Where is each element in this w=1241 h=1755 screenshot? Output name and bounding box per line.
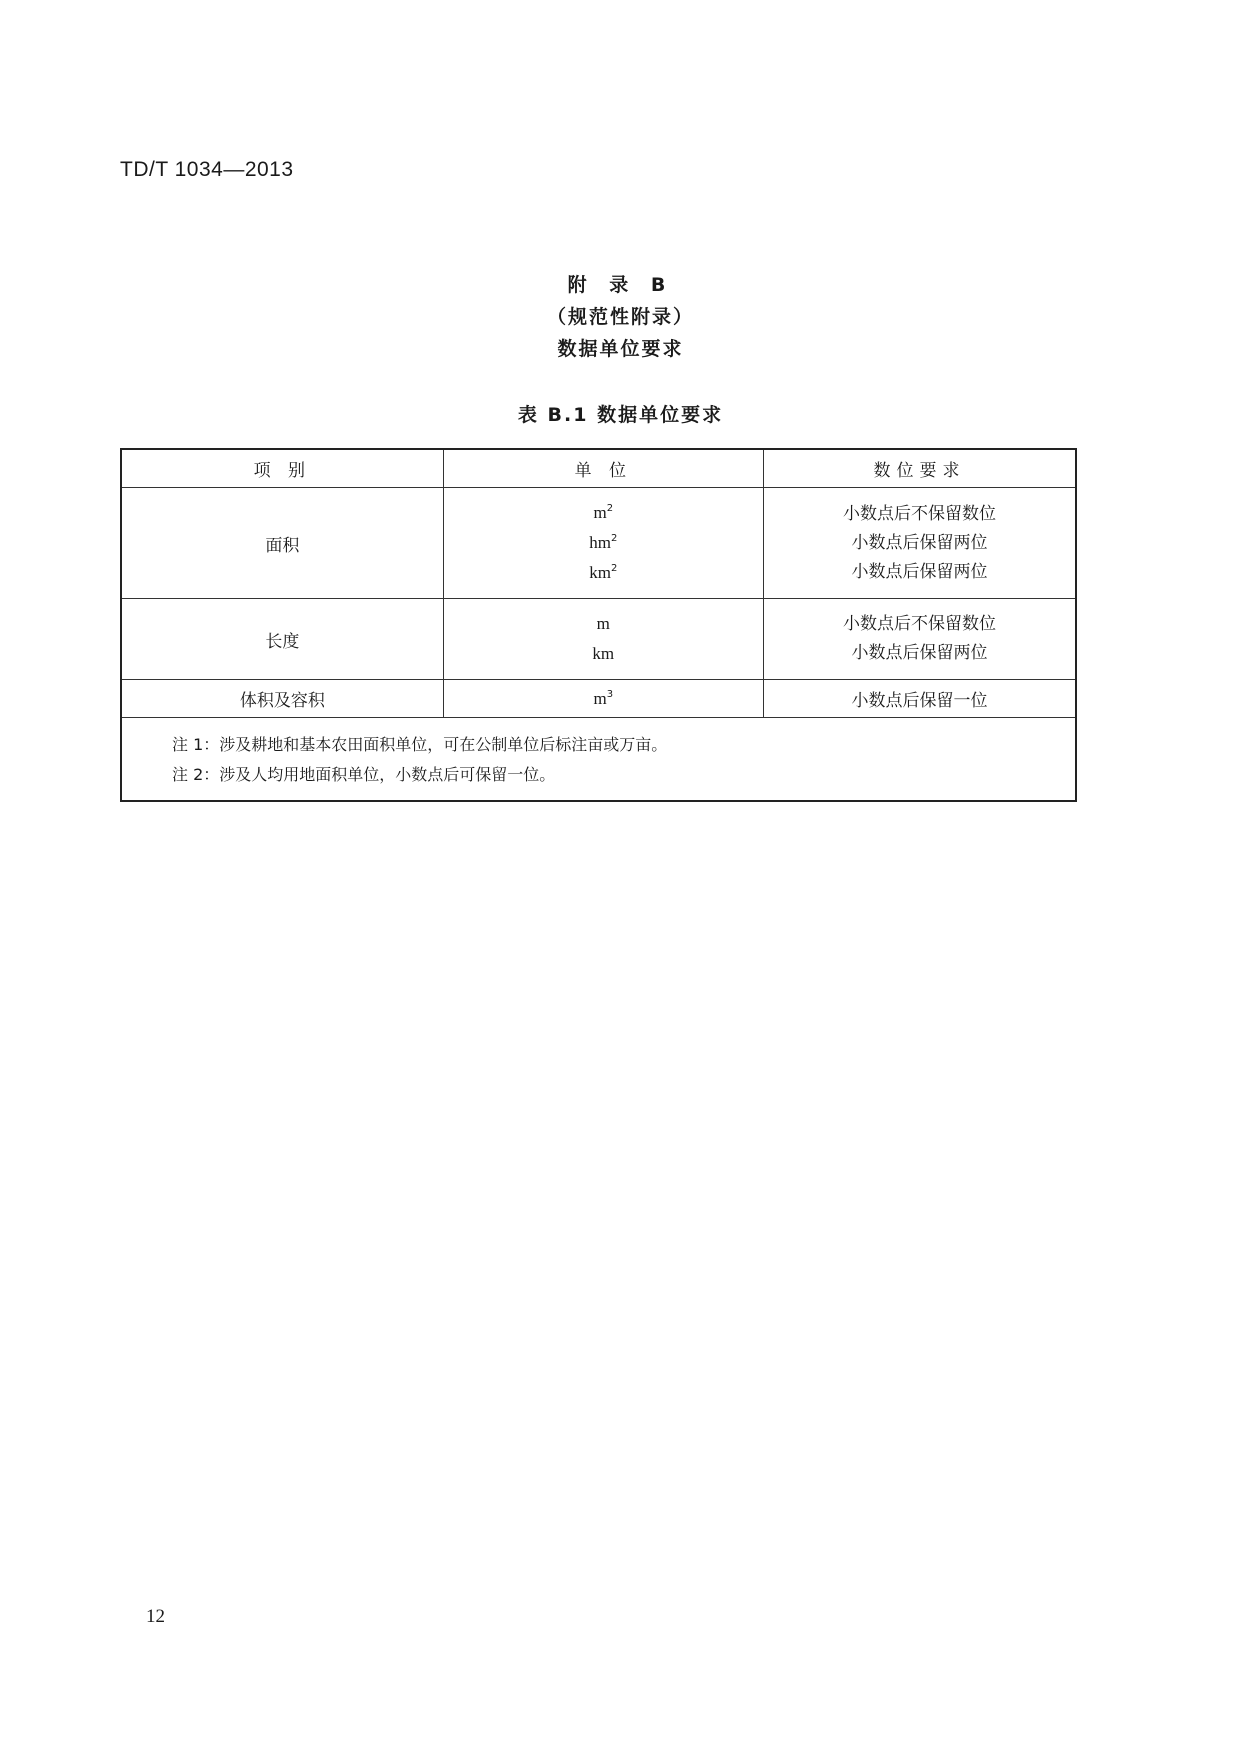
table-row (121, 680, 1076, 718)
notes-row (121, 718, 1076, 802)
unit-value: $hm^2$ (589, 533, 618, 552)
document-code: TD/T 1034—2013 (120, 158, 294, 181)
notes-cell (121, 718, 1076, 802)
requirement-value: 小数点后不保留数位 (842, 503, 996, 524)
requirement-value: 小数点后保留一位 (851, 691, 988, 711)
item-cell: 长度 (121, 599, 443, 680)
requirement-value: 小数点后保留两位 (851, 561, 988, 582)
item-cell: 面积 (121, 488, 443, 599)
unit-cell (443, 488, 763, 599)
unit-value: km (592, 644, 615, 663)
page-number: 12 (146, 1606, 165, 1627)
appendix-title: 数据单位要求 (557, 338, 684, 360)
item-cell: 体积及容积 (121, 680, 443, 718)
unit-cell (443, 599, 763, 680)
header-requirement: 数位要求 (763, 449, 1076, 488)
unit-value: $km^2$ (589, 563, 618, 582)
table-row (121, 488, 1076, 599)
table-row (121, 599, 1076, 680)
appendix-label: 附 录 B (567, 274, 674, 296)
requirement-value: 小数点后保留两位 (851, 643, 988, 663)
requirement-value: 小数点后保留两位 (851, 532, 988, 553)
table-note: 注 2：涉及人均用地面积单位，小数点后可保留一位。 (172, 765, 556, 784)
unit-value: m (596, 614, 610, 633)
unit-value: $m^3$ (593, 688, 614, 708)
table-note: 注 1：涉及耕地和基本农田面积单位，可在公制单位后标注亩或万亩。 (172, 735, 668, 754)
requirement-cell (763, 488, 1076, 599)
appendix-type: （规范性附录） (546, 306, 694, 328)
table-caption: 表 B.1 数据单位要求 (517, 404, 724, 426)
unit-value: $m^2$ (593, 503, 614, 522)
requirement-value: 小数点后不保留数位 (842, 614, 996, 634)
table-header-row (121, 449, 1076, 488)
requirement-cell (763, 680, 1076, 718)
requirement-cell (763, 599, 1076, 680)
data-unit-table (120, 448, 1077, 802)
unit-cell (443, 680, 763, 718)
header-unit: 单 位 (443, 449, 763, 488)
header-item: 项 别 (121, 449, 443, 488)
